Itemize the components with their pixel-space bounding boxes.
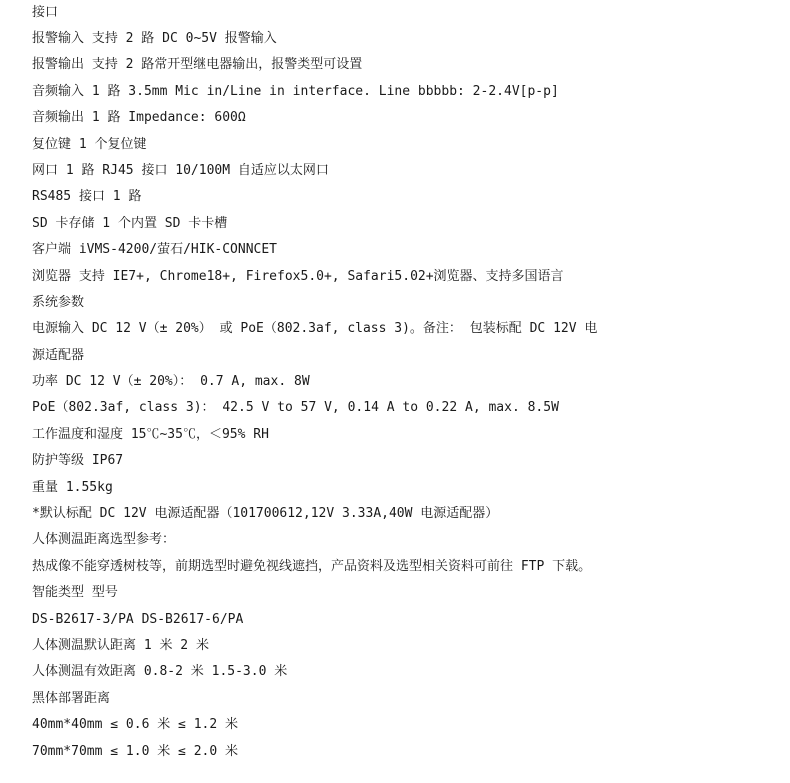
section-heading-blackbody-distance: 黑体部署距离 [32, 690, 111, 706]
spec-default-adapter-note: *默认标配 DC 12V 电源适配器（101700612,12V 3.33A,40W 电源适配器） [32, 506, 499, 522]
spec-audio-output: 音频输出 1 路 Impedance: 600Ω [32, 110, 246, 126]
spec-alarm-output: 报警输出 支持 2 路常开型继电器输出，报警类型可设置 [32, 57, 363, 73]
section-heading-interface: 接口 [32, 5, 59, 20]
spec-power-consumption: 功率 DC 12 V（± 20%）： 0.7 A, max. 8W [32, 374, 310, 390]
spec-weight: 重量 1.55kg [32, 479, 113, 495]
spec-operating-conditions: 工作温度和湿度 15℃~35℃，＜95% RH [32, 426, 269, 442]
spec-protection-level: 防护等级 IP67 [32, 453, 124, 469]
distance-reference-note: 热成像不能穿透树枝等，前期选型时避免视线遮挡，产品资料及选型相关资料可前往 FTP 下载。 [32, 558, 592, 574]
table-row-blackbody-40mm: 40mm*40mm ≤ 0.6 米 ≤ 1.2 米 [32, 717, 239, 733]
section-heading-distance-reference: 人体测温距离选型参考： [32, 532, 176, 548]
spec-sd-storage: SD 卡存储 1 个内置 SD 卡卡槽 [32, 215, 228, 231]
table-row-models: DS-B2617-3/PA DS-B2617-6/PA [32, 611, 244, 627]
table-row-effective-distance: 人体测温有效距离 0.8-2 米 1.5-3.0 米 [32, 664, 288, 680]
spec-poe-power: PoE（802.3af, class 3)： 42.5 V to 57 V, 0.14 A to 0.22 A, max. 8.5W [32, 400, 559, 416]
table-header-model-type: 智能类型 型号 [32, 585, 118, 601]
section-heading-system-params: 系统参数 [32, 294, 85, 310]
table-row-blackbody-70mm: 70mm*70mm ≤ 1.0 米 ≤ 2.0 米 [32, 743, 239, 759]
spec-audio-input: 音频输入 1 路 3.5mm Mic in/Line in interface. Line bbbbb: 2-2.4V[p-p] [32, 83, 559, 99]
spec-client: 客户端 iVMS-4200/萤石/HIK-CONNCET [32, 242, 278, 258]
spec-rs485: RS485 接口 1 路 [32, 189, 142, 205]
spec-reset-button: 复位键 1 个复位键 [32, 136, 147, 152]
spec-browser: 浏览器 支持 IE7+, Chrome18+, Firefox5.0+, Safari5.02+浏览器、支持多国语言 [32, 268, 564, 284]
spec-power-input-continued: 源适配器 [32, 347, 85, 363]
spec-alarm-input: 报警输入 支持 2 路 DC 0~5V 报警输入 [32, 31, 277, 46]
spec-document [32, 0, 782, 765]
spec-network-port: 网口 1 路 RJ45 接口 10/100M 自适应以太网口 [32, 162, 329, 178]
table-row-default-distance: 人体测温默认距离 1 米 2 米 [32, 637, 209, 653]
spec-power-input: 电源输入 DC 12 V（± 20%） 或 PoE（802.3af, class 3)。备注： 包装标配 DC 12V 电 [32, 321, 598, 337]
